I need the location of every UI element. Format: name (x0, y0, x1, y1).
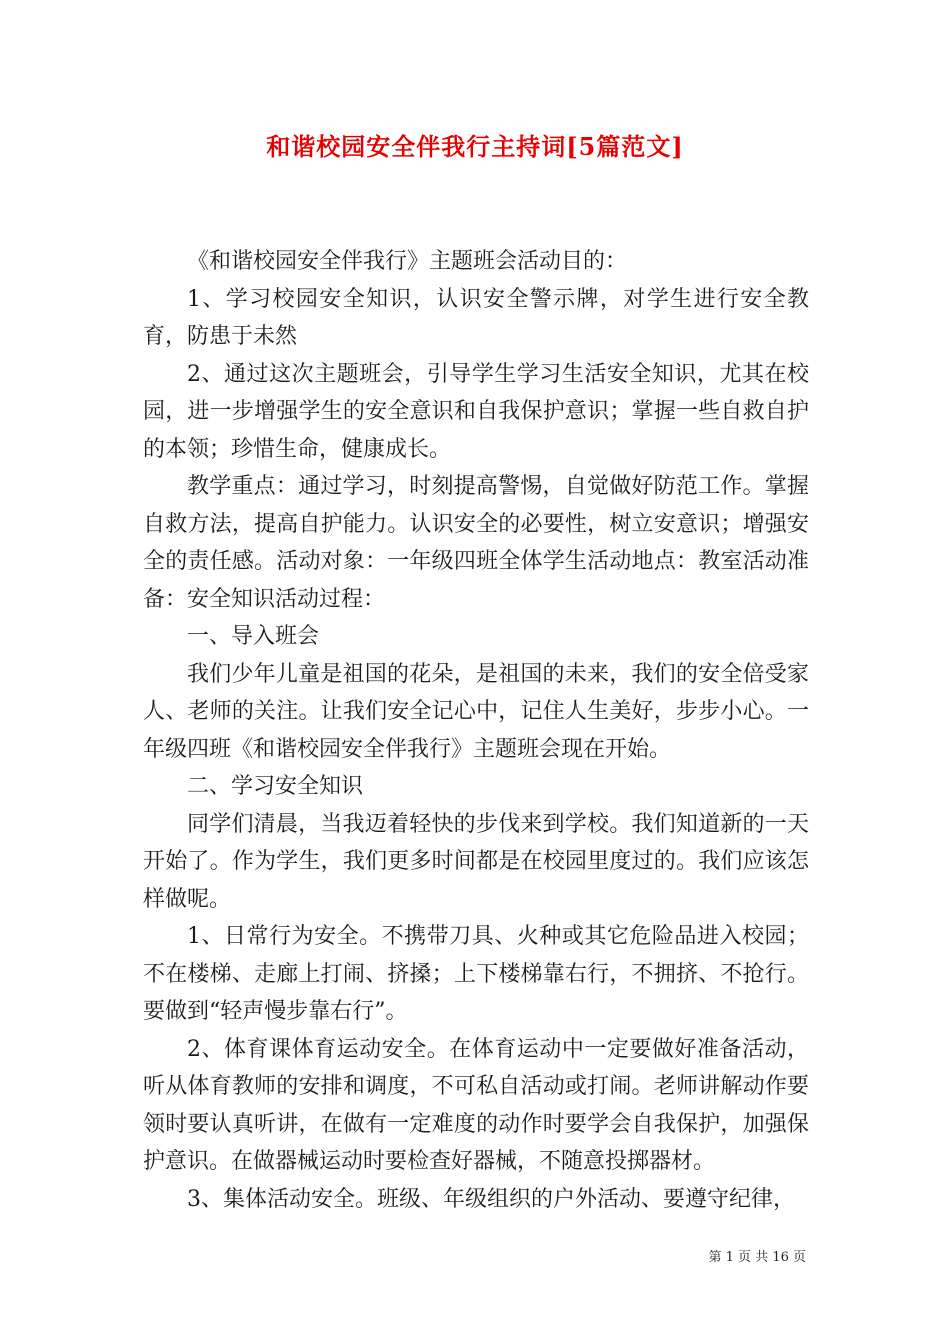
paragraph: 2、通过这次主题班会，引导学生学习生活安全知识，尤其在校园，进一步增强学生的安全意识和自我保护意识；掌握一些自救自护的本领；珍惜生命，健康成长。 (143, 361, 809, 462)
section-heading: 二、学习安全知识 (187, 774, 364, 799)
paragraph: 同学们清晨，当我迈着轻快的步伐来到学校。我们知道新的一天开始了。作为学生，我们更多时间都是在校园里度过的。我们应该怎样做呢。 (143, 811, 809, 912)
paragraph: 1、日常行为安全。不携带刀具、火种或其它危险品进入校园；不在楼梯、走廊上打闹、挤搡；上下楼梯靠右行，不拥挤、不抢行。要做到“轻声慢步靠右行”。 (143, 924, 809, 1024)
document-body (143, 243, 809, 1218)
paragraph: 我们少年儿童是祖国的花朵，是祖国的未来，我们的安全倍受家人、老师的关注。让我们安全记心中，记住人生美好，步步小心。一年级四班《和谐校园安全伴我行》主题班会现在开始。 (143, 661, 809, 762)
paragraph: 2、体育课体育运动安全。在体育运动中一定要做好准备活动，听从体育教师的安排和调度，不可私自活动或打闹。老师讲解动作要领时要认真听讲，在做有一定难度的动作时要学会自我保护，加强保护意识。在做器械运动时要检查好器械，不随意投掷器材。 (143, 1036, 809, 1174)
paragraph: 《和谐校园安全伴我行》主题班会活动目的： (187, 249, 628, 274)
document-title: 和谐校园安全伴我行主持词[5篇范文] (266, 132, 684, 161)
section-heading: 一、导入班会 (187, 624, 320, 649)
paragraph: 3、集体活动安全。班级、年级组织的户外活动、要遵守纪律， (187, 1186, 795, 1212)
paragraph: 教学重点：通过学习，时刻提高警惕，自觉做好防范工作。掌握自救方法，提高自护能力。认识安全的必要性，树立安意识；增强安全的责任感。活动对象：一年级四班全体学生活动地点：教室活动准备：安全知识活动过程： (143, 474, 809, 612)
paragraph: 1、学习校园安全知识，认识安全警示牌，对学生进行安全教育，防患于未然 (143, 286, 809, 349)
page-number-footer: 第 1 页 共 16 页 (708, 1250, 806, 1265)
